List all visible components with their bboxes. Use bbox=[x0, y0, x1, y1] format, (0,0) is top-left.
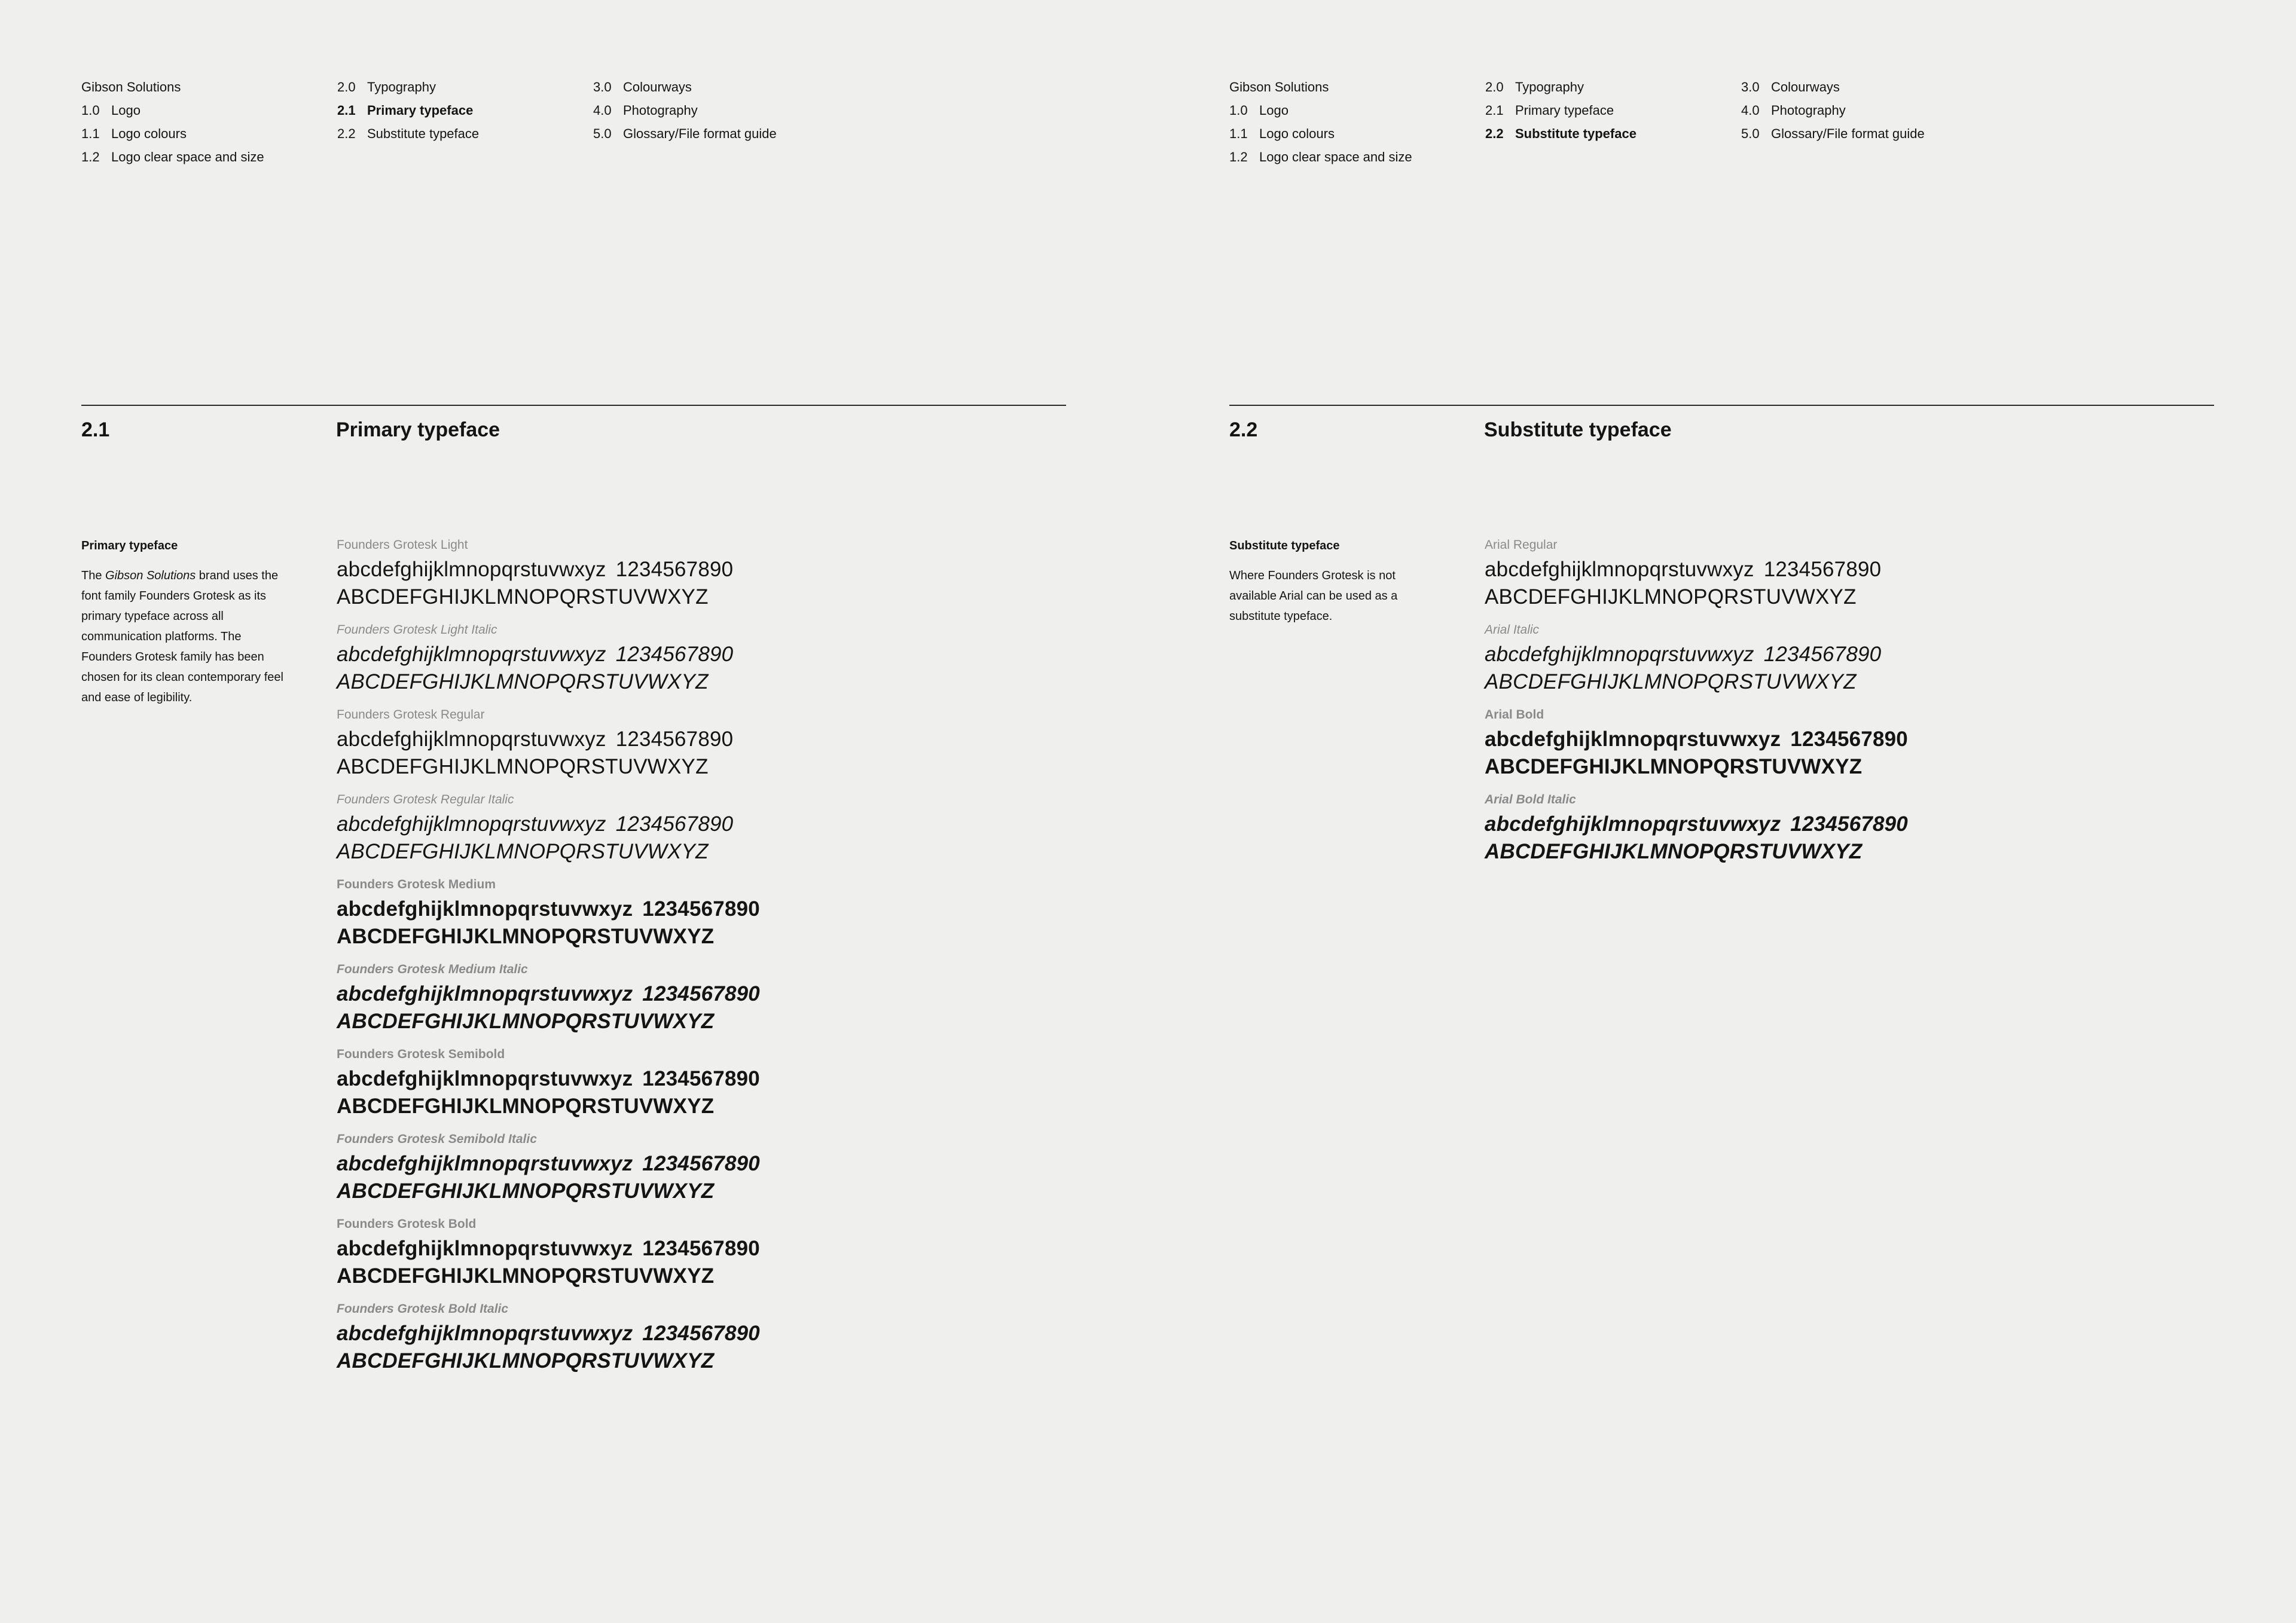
substitute-specimens bbox=[1485, 534, 1908, 874]
specimen-lowercase-line: abcdefghijklmnopqrstuvwxyz 1234567890 bbox=[337, 1322, 760, 1345]
specimen-label: Founders Grotesk Bold bbox=[337, 1217, 477, 1231]
specimen-uppercase-line: ABCDEFGHIJKLMNOPQRSTUVWXYZ bbox=[337, 755, 709, 778]
specimen-label: Founders Grotesk Bold Italic bbox=[337, 1302, 509, 1316]
side-heading: Primary typeface bbox=[81, 539, 178, 552]
nav-item-logo-clear-space[interactable]: 1.2 Logo clear space and size bbox=[1229, 149, 1412, 164]
nav-item-logo[interactable]: 1.0 Logo bbox=[81, 103, 141, 118]
primary-specimens bbox=[337, 534, 760, 1383]
specimen-semibold-italic bbox=[337, 1129, 760, 1214]
specimen-label: Founders Grotesk Medium Italic bbox=[337, 962, 528, 976]
side-paragraph: Where Founders Grotesk is not available Arial can be used as a substitute typeface. bbox=[1229, 569, 1398, 623]
specimen-label: Arial Regular bbox=[1485, 538, 1558, 552]
nav-item-substitute-typeface[interactable]: 2.2 Substitute typeface bbox=[1485, 126, 1636, 141]
specimen-lowercase-line: abcdefghijklmnopqrstuvwxyz 1234567890 bbox=[337, 1152, 760, 1175]
specimen-arial-italic bbox=[1485, 619, 1908, 704]
side-description bbox=[1229, 536, 1433, 626]
nav-item-colourways[interactable]: 3.0 Colourways bbox=[1741, 80, 1840, 94]
specimen-lowercase-line: abcdefghijklmnopqrstuvwxyz 1234567890 bbox=[337, 643, 734, 666]
specimen-lowercase-line: abcdefghijklmnopqrstuvwxyz 1234567890 bbox=[1485, 812, 1908, 836]
side-paragraph: The Gibson Solutions brand uses the font family Founders Grotesk as its primary typeface across all communication platforms. The Founders Grotesk family has been chosen for its clean contemporary feel and ease of legibility. bbox=[81, 569, 283, 704]
nav-item-primary-typeface[interactable]: 2.1 Primary typeface bbox=[337, 103, 474, 118]
nav-item-colourways[interactable]: 3.0 Colourways bbox=[593, 80, 692, 94]
section-divider bbox=[1229, 405, 2214, 406]
specimen-regular-italic bbox=[337, 789, 760, 874]
section-number: 2.1 bbox=[81, 418, 110, 441]
nav-item-photography[interactable]: 4.0 Photography bbox=[593, 103, 698, 118]
specimen-lowercase-line: abcdefghijklmnopqrstuvwxyz 1234567890 bbox=[1485, 728, 1908, 751]
specimen-arial-bold bbox=[1485, 704, 1908, 789]
specimen-uppercase-line: ABCDEFGHIJKLMNOPQRSTUVWXYZ bbox=[337, 1349, 715, 1373]
specimen-regular bbox=[337, 704, 760, 789]
specimen-label: Arial Bold bbox=[1485, 708, 1544, 722]
nav-brand[interactable]: Gibson Solutions bbox=[81, 80, 181, 94]
specimen-medium-italic bbox=[337, 959, 760, 1044]
right-page bbox=[1148, 0, 2296, 1623]
nav-item-glossary[interactable]: 5.0 Glossary/File format guide bbox=[593, 126, 777, 141]
specimen-uppercase-line: ABCDEFGHIJKLMNOPQRSTUVWXYZ bbox=[337, 1010, 715, 1033]
specimen-uppercase-line: ABCDEFGHIJKLMNOPQRSTUVWXYZ bbox=[337, 1179, 715, 1203]
section-title: Substitute typeface bbox=[1484, 418, 1672, 441]
nav-brand[interactable]: Gibson Solutions bbox=[1229, 80, 1329, 94]
specimen-lowercase-line: abcdefghijklmnopqrstuvwxyz 1234567890 bbox=[1485, 558, 1882, 581]
specimen-lowercase-line: abcdefghijklmnopqrstuvwxyz 1234567890 bbox=[1485, 643, 1882, 666]
specimen-label: Founders Grotesk Light Italic bbox=[337, 623, 497, 637]
nav-item-substitute-typeface[interactable]: 2.2 Substitute typeface bbox=[337, 126, 480, 141]
nav-column-1 bbox=[1229, 75, 1412, 169]
nav-column-2 bbox=[1485, 75, 1636, 145]
specimen-uppercase-line: ABCDEFGHIJKLMNOPQRSTUVWXYZ bbox=[337, 585, 709, 609]
nav-item-logo-clear-space[interactable]: 1.2 Logo clear space and size bbox=[81, 149, 264, 164]
specimen-lowercase-line: abcdefghijklmnopqrstuvwxyz 1234567890 bbox=[337, 812, 734, 836]
specimen-uppercase-line: ABCDEFGHIJKLMNOPQRSTUVWXYZ bbox=[337, 840, 709, 863]
section-number: 2.2 bbox=[1229, 418, 1258, 441]
specimen-label: Founders Grotesk Regular Italic bbox=[337, 793, 514, 806]
specimen-lowercase-line: abcdefghijklmnopqrstuvwxyz 1234567890 bbox=[337, 1237, 760, 1260]
specimen-bold bbox=[337, 1214, 760, 1298]
specimen-lowercase-line: abcdefghijklmnopqrstuvwxyz 1234567890 bbox=[337, 728, 734, 751]
nav-item-logo-colours[interactable]: 1.1 Logo colours bbox=[1229, 126, 1335, 141]
specimen-label: Founders Grotesk Light bbox=[337, 538, 468, 552]
specimen-label: Founders Grotesk Semibold bbox=[337, 1047, 505, 1061]
specimen-label: Arial Bold Italic bbox=[1485, 793, 1576, 806]
specimen-bold-italic bbox=[337, 1298, 760, 1383]
specimen-uppercase-line: ABCDEFGHIJKLMNOPQRSTUVWXYZ bbox=[1485, 755, 1863, 778]
nav-column-1 bbox=[81, 75, 264, 169]
specimen-lowercase-line: abcdefghijklmnopqrstuvwxyz 1234567890 bbox=[337, 982, 760, 1005]
specimen-semibold bbox=[337, 1044, 760, 1129]
specimen-label: Founders Grotesk Regular bbox=[337, 708, 485, 722]
nav-item-glossary[interactable]: 5.0 Glossary/File format guide bbox=[1741, 126, 1925, 141]
specimen-lowercase-line: abcdefghijklmnopqrstuvwxyz 1234567890 bbox=[337, 558, 734, 581]
specimen-uppercase-line: ABCDEFGHIJKLMNOPQRSTUVWXYZ bbox=[1485, 585, 1857, 609]
nav-item-primary-typeface[interactable]: 2.1 Primary typeface bbox=[1485, 103, 1614, 118]
nav-item-typography[interactable]: 2.0 Typography bbox=[1485, 80, 1584, 94]
specimen-label: Founders Grotesk Medium bbox=[337, 878, 496, 891]
specimen-label: Founders Grotesk Semibold Italic bbox=[337, 1132, 537, 1146]
specimen-lowercase-line: abcdefghijklmnopqrstuvwxyz 1234567890 bbox=[337, 1067, 760, 1090]
specimen-label: Arial Italic bbox=[1485, 623, 1540, 637]
section-title: Primary typeface bbox=[336, 418, 500, 441]
specimen-light-italic bbox=[337, 619, 760, 704]
nav-item-photography[interactable]: 4.0 Photography bbox=[1741, 103, 1846, 118]
specimen-uppercase-line: ABCDEFGHIJKLMNOPQRSTUVWXYZ bbox=[1485, 840, 1863, 863]
section-divider bbox=[81, 405, 1066, 406]
specimen-uppercase-line: ABCDEFGHIJKLMNOPQRSTUVWXYZ bbox=[1485, 670, 1857, 693]
nav-item-logo-colours[interactable]: 1.1 Logo colours bbox=[81, 126, 187, 141]
nav-column-3 bbox=[593, 75, 777, 145]
specimen-lowercase-line: abcdefghijklmnopqrstuvwxyz 1234567890 bbox=[337, 897, 760, 921]
specimen-arial-regular bbox=[1485, 534, 1908, 619]
specimen-uppercase-line: ABCDEFGHIJKLMNOPQRSTUVWXYZ bbox=[337, 925, 715, 948]
nav-column-3 bbox=[1741, 75, 1925, 145]
side-description bbox=[81, 536, 285, 708]
specimen-arial-bold-italic bbox=[1485, 789, 1908, 874]
nav-item-typography[interactable]: 2.0 Typography bbox=[337, 80, 436, 94]
specimen-uppercase-line: ABCDEFGHIJKLMNOPQRSTUVWXYZ bbox=[337, 1095, 715, 1118]
specimen-uppercase-line: ABCDEFGHIJKLMNOPQRSTUVWXYZ bbox=[337, 670, 709, 693]
specimen-light bbox=[337, 534, 760, 619]
side-heading: Substitute typeface bbox=[1229, 539, 1340, 552]
specimen-uppercase-line: ABCDEFGHIJKLMNOPQRSTUVWXYZ bbox=[337, 1264, 715, 1288]
brand-name: Gibson Solutions bbox=[105, 569, 196, 582]
nav-item-logo[interactable]: 1.0 Logo bbox=[1229, 103, 1289, 118]
specimen-medium bbox=[337, 874, 760, 959]
nav-column-2 bbox=[337, 75, 479, 145]
